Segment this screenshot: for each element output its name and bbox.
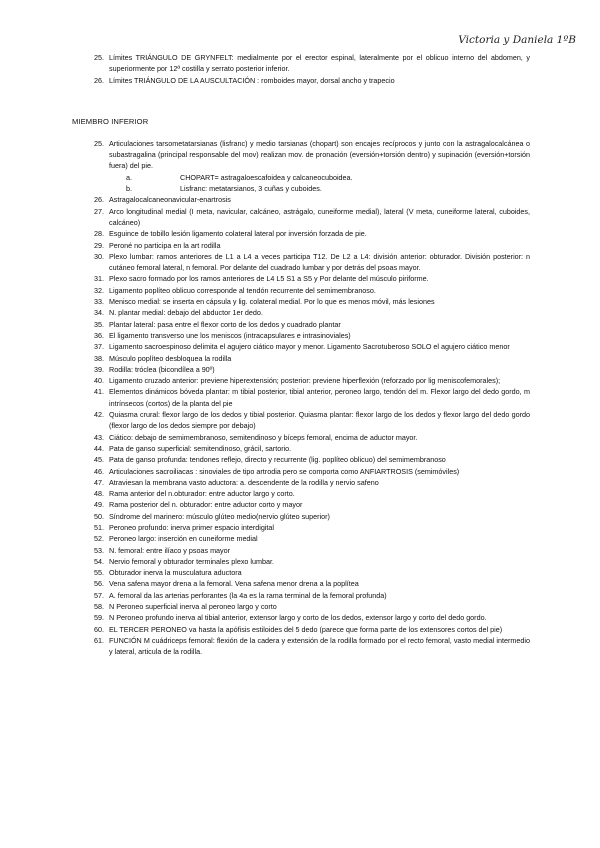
item-text: Obturador inerva la musculatura aductora	[109, 568, 242, 578]
list-item	[72, 228, 530, 239]
item-text: N Peroneo superficial inerva al peroneo largo y corto	[109, 602, 277, 612]
top-list	[72, 52, 530, 86]
item-number: 34.	[94, 308, 104, 318]
item-text: Pata de ganso superficial: semitendinoso, grácil, sartorio.	[109, 443, 292, 453]
item-text: Pata de ganso profunda: tendones reflejo, directo y recurrente (lig. poplíteo oblicuo) del semimembranoso	[109, 455, 446, 465]
item-text: Menisco medial: se inserta en cápsula y lig. colateral medial. Por lo que es menos móvil, más lesiones	[109, 297, 435, 307]
item-text: Músculo poplíteo desbloquea la rodilla	[109, 353, 232, 363]
item-number: 57.	[94, 590, 104, 600]
list-item	[72, 499, 530, 510]
item-text: Articulaciones sacroiliacas : sinoviales de tipo artrodia pero se comporta como ANFIARTROSIS (semimóviles)	[109, 466, 460, 476]
item-text: Astragalocalcaneonavicular-enartrosis	[109, 195, 231, 205]
list-item	[72, 432, 530, 443]
item-number: 46.	[94, 466, 104, 476]
list-item	[72, 454, 530, 465]
item-number: 30.	[94, 251, 104, 261]
list-item	[72, 341, 530, 352]
item-text: Límites TRIÁNGULO DE LA AUSCULTACIÓN : romboides mayor, dorsal ancho y trapecio	[109, 75, 395, 85]
list-item	[72, 635, 530, 658]
item-text: Nervio femoral y obturador terminales plexo lumbar.	[109, 556, 274, 566]
list-item	[72, 488, 530, 499]
list-item	[72, 443, 530, 454]
list-item	[72, 206, 530, 229]
list-item	[72, 52, 530, 75]
item-text: Ligamento sacroespinoso delimita el agujero ciático mayor y menor. Ligamento Sacrotuberoso SOLO el agujero ciático menor	[109, 342, 510, 352]
list-item	[72, 375, 530, 386]
item-number: 49.	[94, 500, 104, 510]
item-text: N. femoral: entre ilíaco y psoas mayor	[109, 545, 231, 555]
item-number: 38.	[94, 353, 104, 363]
item-number: 28.	[94, 229, 104, 239]
item-text: Ligamento cruzado anterior: previene hiperextensión; posterior: previene hiperflexión (reforzado por lig meniscofemorales);	[109, 376, 501, 386]
list-item	[72, 533, 530, 544]
item-number: 32.	[94, 285, 104, 295]
item-number: 61.	[94, 635, 104, 645]
item-number: 60.	[94, 624, 104, 634]
item-number: 43.	[94, 432, 104, 442]
item-number: 36.	[94, 330, 104, 340]
list-item	[72, 511, 530, 522]
list-item	[72, 319, 530, 330]
item-text: A. femoral da las arterias perforantes (la 4a es la rama terminal de la femoral profunda)	[109, 590, 387, 600]
item-text: Lisfranc: metatarsianos, 3 cuñas y cuboides.	[180, 184, 322, 194]
document-page	[72, 52, 530, 658]
item-number: 58.	[94, 602, 104, 612]
item-number: 29.	[94, 240, 104, 250]
subitem-letter: b.	[126, 184, 132, 194]
item-number: 39.	[94, 364, 104, 374]
item-number: 40.	[94, 376, 104, 386]
item-number: 45.	[94, 455, 104, 465]
item-text: Peroneo largo: inserción en cuneiforme medial	[109, 534, 258, 544]
list-subitem	[72, 172, 530, 183]
item-text: Síndrome del marinero: músculo glúteo medio(nervio glúteo superior)	[109, 511, 330, 521]
item-number: 41.	[94, 387, 104, 397]
list-item	[72, 330, 530, 341]
item-number: 27.	[94, 206, 104, 216]
list-item	[72, 522, 530, 533]
list-subitem	[72, 183, 530, 194]
item-number: 44.	[94, 443, 104, 453]
list-item	[72, 138, 530, 172]
item-text: Articulaciones tarsometatarsianas (lisfranc) y medio tarsianas (chopart) son encajes recíprocos y junto con la astragalocalcánea o subastragalina (principal responsable del mov) realizan mov. de pronación (eversión+torsión dentro) y supinación (eversión+torsión fuera) del pie.	[109, 138, 530, 171]
item-number: 26.	[94, 195, 104, 205]
item-text: N. plantar medial: debajo del abductor 1er dedo.	[109, 308, 263, 318]
item-text: Ligamento poplíteo oblicuo corresponde al tendón recurrente del semimembranoso.	[109, 285, 376, 295]
list-item	[72, 386, 530, 409]
item-text: El ligamento transverso une los meniscos (intracapsulares e intrasinoviales)	[109, 330, 351, 340]
main-list	[72, 138, 530, 658]
item-text: Atraviesan la membrana vasto aductora: a. descendente de la rodilla y nervio safeno	[109, 477, 379, 487]
list-item	[72, 567, 530, 578]
item-text: Plantar lateral: pasa entre el flexor corto de los dedos y cuadrado plantar	[109, 319, 341, 329]
list-item	[72, 624, 530, 635]
item-text: Quiasma crural: flexor largo de los dedos y tibial posterior. Quiasma plantar: flexor largo de los dedos y flexor largo del dedo gordo (flexor largo de los dedos siempre por debajo)	[109, 410, 530, 431]
item-number: 59.	[94, 613, 104, 623]
list-item	[72, 409, 530, 432]
list-item	[72, 75, 530, 86]
item-number: 54.	[94, 556, 104, 566]
list-item	[72, 601, 530, 612]
item-text: Límites TRIÁNGULO DE GRYNFELT: medialmente por el erector espinal, lateralmente por el oblicuo interno del abdomen, y superiormente por 12ª costilla y serrato posterior inferior.	[109, 53, 530, 74]
item-text: FUNCIÓN M cuádriceps femoral: flexión de la cadera y extensión de la rodilla formado por el recto femoral, vasto medial intermedio y lateral, articula de la rodilla.	[109, 635, 530, 657]
item-text: Esguince de tobillo lesión ligamento colateral lateral por inversión forzada de pie.	[109, 229, 367, 239]
item-number: 51.	[94, 522, 104, 532]
item-text: N Peroneo profundo inerva al tibial anterior, extensor largo y corto de los dedos, extensor largo y corto del dedo gordo.	[109, 613, 487, 623]
list-item	[72, 556, 530, 567]
list-item	[72, 285, 530, 296]
item-number: 25.	[94, 138, 104, 148]
item-text: Elementos dinámicos bóveda plantar: m tibial posterior, tibial anterior, peroneo largo, tendón del m. Flexor largo del dedo gordo, m intrínsecos (cortos) de la planta del pie	[109, 387, 530, 408]
list-item	[72, 364, 530, 375]
item-text: Plexo sacro formado por los ramos anteriores de L4 L5 S1 a S5 y Por delante del músculo piriforme.	[109, 274, 429, 284]
item-number: 35.	[94, 319, 104, 329]
list-item	[72, 612, 530, 623]
item-number: 56.	[94, 579, 104, 589]
item-number: 55.	[94, 568, 104, 578]
list-item	[72, 477, 530, 488]
handwritten-author-note: Victoria y Daniela 1ºB	[458, 34, 576, 46]
item-text: Peroneo profundo: inerva primer espacio interdigital	[109, 522, 275, 532]
list-item	[72, 545, 530, 556]
item-number: 33.	[94, 297, 104, 307]
item-number: 37.	[94, 342, 104, 352]
item-number: 48.	[94, 489, 104, 499]
item-number: 31.	[94, 274, 104, 284]
item-number: 42.	[94, 410, 104, 420]
list-item	[72, 240, 530, 251]
list-item	[72, 296, 530, 307]
item-number: 47.	[94, 477, 104, 487]
item-number: 25.	[94, 53, 104, 62]
item-text: Rodilla: tróclea (bicondílea a 90º)	[109, 364, 215, 374]
item-text: Plexo lumbar: ramos anteriores de L1 a L4 a veces participa T12. De L2 a L4: división anterior: obturador. División posterior: n cutáneo femoral lateral, n femoral. Por delante del cuadrado lumbar y por detrás del psoas mayor.	[109, 251, 530, 273]
list-item	[72, 307, 530, 318]
section-title: MIEMBRO INFERIOR	[72, 116, 149, 126]
item-text: Vena safena mayor drena a la femoral. Vena safena menor drena a la poplítea	[109, 579, 359, 589]
list-item	[72, 251, 530, 274]
item-number: 50.	[94, 511, 104, 521]
item-text: Arco longitudinal medial (I meta, navicular, calcáneo, astrágalo, cuneiforme medial), lateral (V meta, cuneiforme lateral, cuboides, calcáneo)	[109, 206, 530, 227]
item-text: EL TERCER PERONEO va hasta la apófisis estiloides del 5 dedo (parece que forma parte de los extensores cortos del pie)	[109, 624, 503, 634]
item-text: CHOPART= astragaloescafoidea y calcaneocuboidea.	[180, 172, 353, 182]
item-text: Rama anterior del n.obturador: entre aductor largo y corto.	[109, 489, 295, 499]
item-text: Peroné no participa en la art rodilla	[109, 240, 221, 250]
subitem-letter: a.	[126, 172, 132, 182]
item-text: Rama posterior del n. obturador: entre aductor corto y mayor	[109, 500, 303, 510]
list-item	[72, 578, 530, 589]
list-item	[72, 466, 530, 477]
list-item	[72, 273, 530, 284]
item-number: 52.	[94, 534, 104, 544]
item-number: 26.	[94, 75, 104, 85]
list-item	[72, 353, 530, 364]
list-item	[72, 590, 530, 601]
item-number: 53.	[94, 545, 104, 555]
list-item	[72, 194, 530, 205]
item-text: Ciático: debajo de semimembranoso, semitendinoso y bíceps femoral, encima de aductor mayor.	[109, 432, 418, 442]
